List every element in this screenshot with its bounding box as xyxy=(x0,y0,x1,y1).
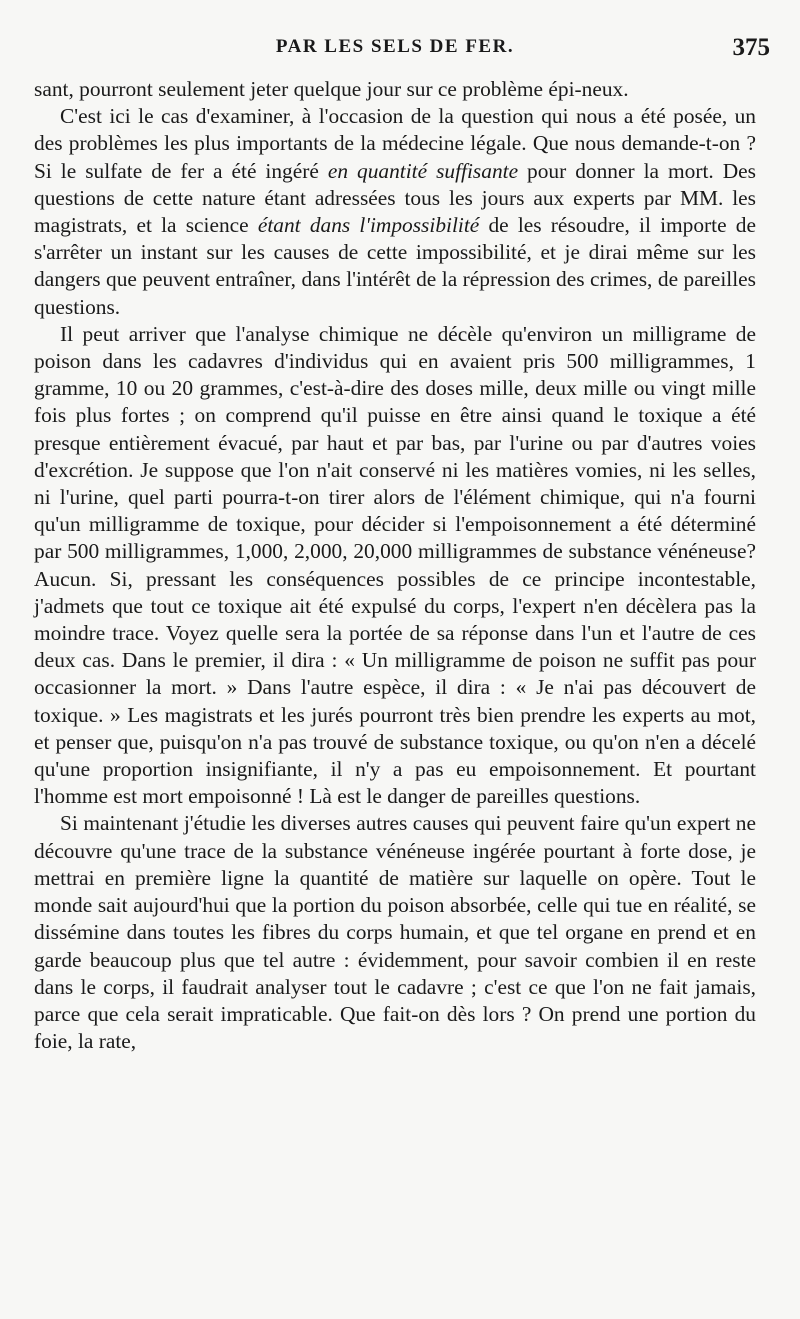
paragraph-text: C'est ici le cas d'examiner, à l'occasion de la question qui nous a été posée, un des problèmes les plus importants de la médecine légale. Que nous demande-t-on ? Si le sulfate de fer a été ingéré xyxy=(34,104,756,183)
paragraph-1 xyxy=(34,76,756,103)
paragraph-text: sant, pourront seulement jeter quelque jour sur ce problème épi-neux. xyxy=(34,77,629,101)
paragraph-3 xyxy=(34,321,756,811)
paragraph-4 xyxy=(34,810,756,1055)
paragraph-2 xyxy=(34,103,756,321)
page-header xyxy=(34,30,770,64)
italic-phrase: en quantité suffisante xyxy=(327,158,519,183)
body-text xyxy=(34,76,756,1055)
page-number: 375 xyxy=(732,34,770,61)
running-head: PAR LES SELS DE FER. xyxy=(275,36,515,57)
paragraph-text: de les résoudre, il importe de s'arrêter un instant sur les causes de cette impossibilité, et je dirai même sur les dangers que peuvent entraîner, dans l'intérêt de la répression des crimes, de pareilles questions. xyxy=(34,213,756,319)
paragraph-text: Il peut arriver que l'analyse chimique ne décèle qu'environ un milligrame de poison dans les cadavres d'individus qui en avaient pris 500 milligrammes, 1 gramme, 10 ou 20 grammes, c'est-à-dire des doses mille, deux mille ou vingt mille fois plus fortes ; on comprend qu'il puisse en être ainsi quand le toxique a été presque entièrement évacué, par haut et par bas, par l'urine ou par d'autres voies d'excrétion. Je suppose que l'on n'ait conservé ni les matières vomies, ni les selles, ni l'urine, quel parti pourra-t-on tirer alors de l'élément chimique, qui n'a fourni qu'un milligramme de toxique, pour décider si l'empoisonnement a été déterminé par 500 milligrammes, 1,000, 2,000, 20,000 milligrammes de substance vénéneuse? Aucun. Si, pressant les conséquences possibles de ce principe incontestable, j'admets que tout ce toxique ait été expulsé du corps, l'expert n'en décèlera pas la moindre trace. Voyez quelle sera la portée de sa réponse dans l'un et l'autre de ces deux cas. Dans le premier, il dira : « Un milligramme de poison ne suffit pas pour occasionner la mort. » Dans l'autre espèce, il dira : « Je n'ai pas découvert de toxique. » Les magistrats et les jurés pourront très bien prendre les experts au mot, et penser que, puisqu'on n'a pas trouvé de substance toxique, ou qu'on n'en a décelé qu'une proportion insignifiante, il n'y a pas eu empoisonnement. Et pourtant l'homme est mort empoisonné ! Là est le danger de pareilles questions. xyxy=(34,321,756,809)
paragraph-text: pour donner la mort. Des questions de cette nature étant adressées tous les jours aux experts par MM. les magistrats, et la science xyxy=(34,158,756,238)
paragraph-text: Si maintenant j'étudie les diverses autres causes qui peuvent faire qu'un expert ne découvre qu'une trace de la substance vénéneuse ingérée pourtant à forte dose, je mettrai en première ligne la quantité de matière sur laquelle on opère. Tout le monde sait aujourd'hui que la portion du poison absorbée, celle qui tue en réalité, se dissémine dans toutes les fibres du corps humain, et que tel organe en prend et en garde beaucoup plus que tel autre : évidemment, pour savoir combien il en reste dans le corps, il faudrait analyser tout le cadavre ; c'est ce que l'on ne fait jamais, parce que cela serait impraticable. Que fait-on dès lors ? On prend une portion du foie, la rate, xyxy=(34,811,756,1054)
italic-phrase: étant dans l'impossibilité xyxy=(257,213,480,238)
